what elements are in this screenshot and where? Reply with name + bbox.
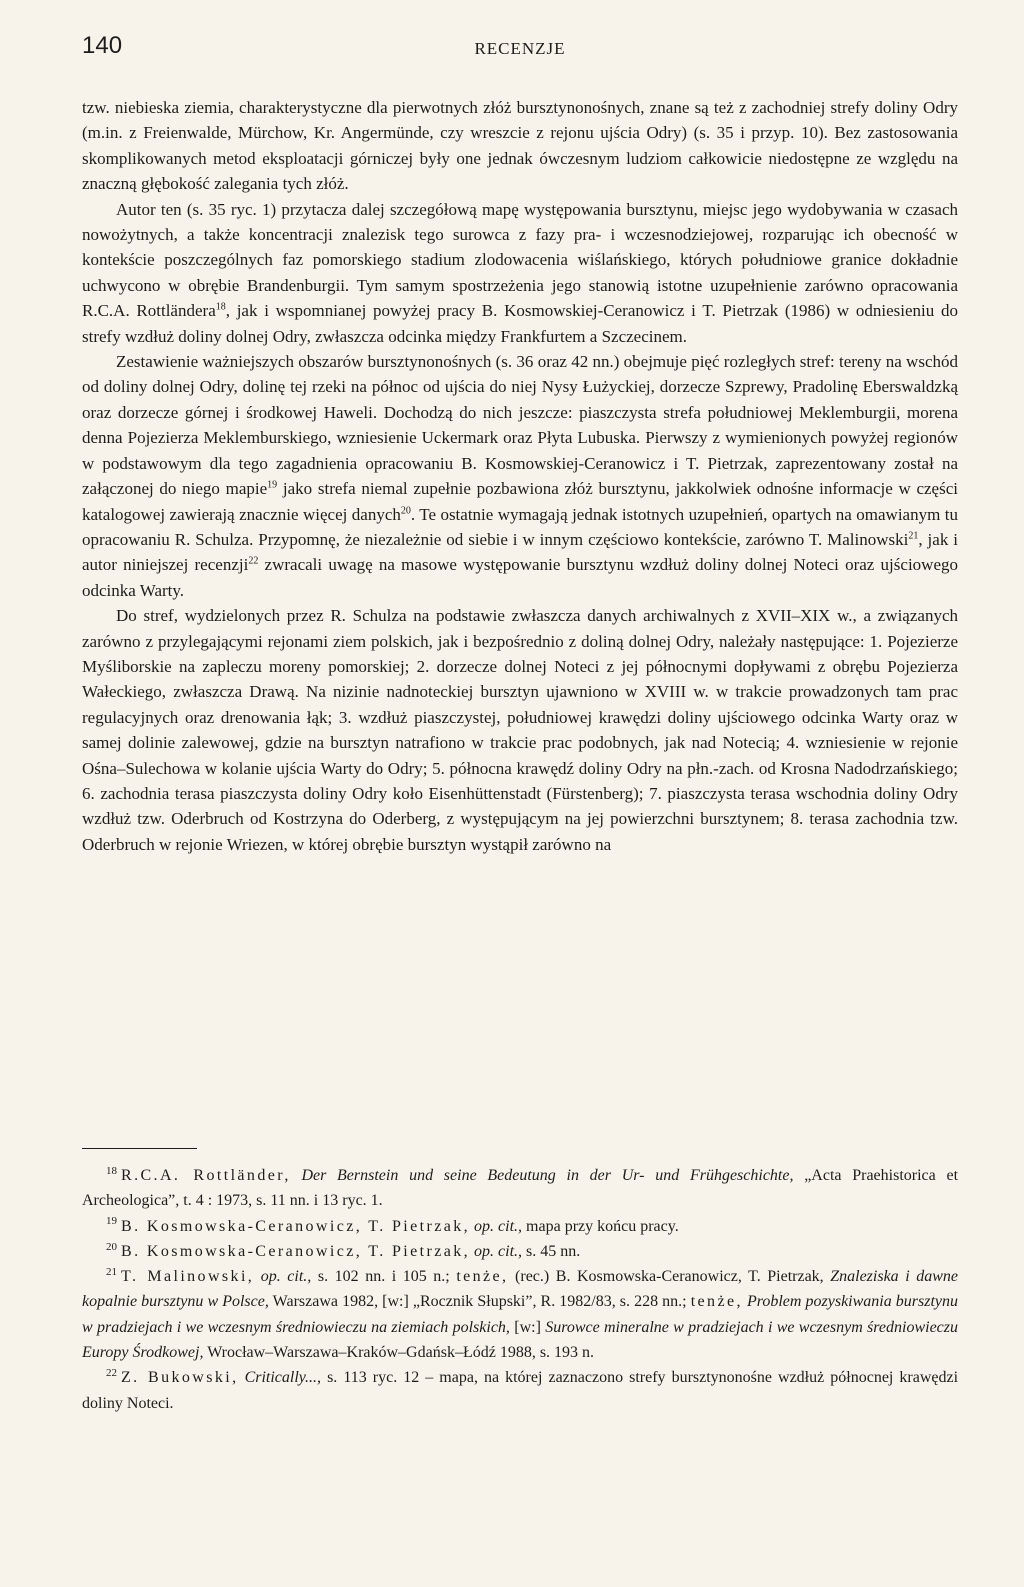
footnote-text: mapa przy końcu pracy. [526,1217,679,1235]
main-text [82,95,958,857]
running-head: RECENZJE [474,39,566,58]
footnote-19 [82,1214,958,1239]
footnote-ref-19: 19 [267,479,278,491]
footnote-text: „Acta Praehistorica et Archeologica”, t. 4 : 1973, s. 11 nn. i 13 ryc. 1. [82,1167,959,1210]
paragraph-3-text-d: , jak i autor niniejszej recenzji [82,529,958,575]
paragraph-3-text-b: jako strefa niemal zupełnie pozbawiona złóż bursztynu, jakkolwiek odnośne informacje w części katalogowej zawierają znacznie więcej danych [82,479,958,524]
paragraph-3-text-e: zwracali uwagę na masowe występowanie bursztynu wzdłuż doliny dolnej Noteci oraz ujściowego odcinka Warty. [82,555,958,600]
footnote-author: B. Kosmowska-Ceranowicz, T. Pietrzak, [121,1242,471,1260]
footnote-text: [w:] [514,1318,541,1336]
footnote-ref-22: 22 [248,555,259,567]
footnote-20 [82,1239,958,1264]
paragraph-3-text-c: . Te ostatnie wymagają jednak istotnych uzupełnień, opartych na omawianym tu opracowaniu R. Schulza. Przypomnę, że niezależnie od siebie i w innym częściowo kontekście, zarówno T. Malinowski [82,504,958,549]
footnotes [82,1163,958,1416]
footnote-opcit: op. cit., [474,1217,523,1235]
footnote-opcit: op. cit., [474,1242,523,1260]
footnote-text: Warszawa 1982, [w:] „Rocznik Słupski”, R. 1982/83, s. 228 nn.; [272,1293,687,1311]
footnote-text: (rec.) B. Kosmowska-Ceranowicz, T. Pietrzak, [515,1268,824,1286]
footnote-separator [82,1148,197,1149]
footnote-text: s. 102 nn. i 105 n.; [317,1268,450,1286]
paragraph-3-text-a: Zestawienie ważniejszych obszarów bursztynonośnych (s. 36 oraz 42 nn.) obejmuje pięć rozległych stref: tereny na wschód od doliny dolnej Odry, dolinę tej rzeki na północ od ujścia do niej Nysy Łużyckiej, dorzecze Szprewy, Pradolinę Eberswaldzką oraz dorzecze górnej i środkowej Haweli. Dochodzą do nich jeszcze: piaszczysta strefa południowej Meklemburgii, morena denna Pojezierza Meklemburskiego, wzniesienie Uckermark oraz Płyta Lubuska. Pierwszy z wymienionych powyżej regionów w podstawowym dla tego zagadnienia opracowaniu B. Kosmowskiej-Ceranowicz i T. Pietrzak, zaprezentowany został na załączonej do niego mapie [82,352,958,499]
footnote-ref-20: 20 [400,504,411,516]
footnote-title: Critically..., [244,1369,322,1387]
footnote-mark: 19 [106,1215,117,1228]
footnote-ref-18: 18 [215,301,226,313]
paragraph-2 [82,197,958,349]
paragraph-3 [82,349,958,603]
footnote-author: T. Malinowski, [121,1268,255,1286]
footnote-author: Z. Bukowski, [121,1369,239,1387]
footnote-title: Der Bernstein und seine Bedeutung in der Ur- und Frühgeschichte, [301,1167,794,1184]
footnote-mark: 18 [106,1164,117,1177]
footnote-text: s. 45 nn. [526,1242,581,1260]
footnote-title: Problem pozyskiwania bursztynu w pradziejach i we wczesnym średniowieczu na ziemiach polskich, [82,1293,959,1336]
footnote-opcit: op. cit., [260,1268,312,1286]
footnote-author: R.C.A. Rottländer, [121,1167,291,1184]
paragraph-2-text-a: Autor ten (s. 35 ryc. 1) przytacza dalej szczegółową mapę występowania bursztynu, miejsc jego wydobywania w czasach nowożytnych, a także koncentracji znalezisk tego surowca z fazy pra- i wczesnodziejowej, rozparując ich obecność w kontekście poszczególnych faz pomorskiego stadium zlodowacenia wiślańskiego, których południowe granice dokładnie uchwycono w obrębie Brandenburgii. Tym samym spostrzeżenia jego stanowią istotne uzupełnienie zarówno opracowania R.C.A. Rottländera [82,199,958,321]
paragraph-2-text-b: , jak i wspomnianej powyżej pracy B. Kosmowskiej-Ceranowicz i T. Pietrzak (1986) w odniesieniu do strefy wzdłuż doliny dolnej Odry, zwłaszcza odcinka między Frankfurtem a Szczecinem. [82,301,958,346]
footnote-text: s. 113 ryc. 12 – mapa, na której zaznaczono strefy bursztynonośne wzdłuż północnej krawędzi doliny Noteci. [82,1369,959,1412]
page-header [82,32,958,64]
footnote-mark: 21 [106,1265,117,1278]
footnote-tenze: tenże, [690,1293,743,1311]
footnote-21 [82,1264,958,1365]
footnote-18 [82,1163,958,1214]
footnote-tenze: tenże, [456,1268,509,1286]
footnote-title: Surowce mineralne w pradziejach i we wczesnym średniowieczu Europy Środkowej, [82,1318,959,1362]
footnote-ref-21: 21 [908,530,919,542]
paragraph-1: tzw. niebieska ziemia, charakterystyczne dla pierwotnych złóż bursztynonośnych, znane są też z zachodniej strefy doliny Odry (m.in. z Freienwalde, Mürchow, Kr. Angermünde, czy wreszcie z rejonu ujścia Odry) (s. 35 i przyp. 10). Bez zastosowania skomplikowanych metod eksploatacji górniczej były one jednak ówczesnym ludziom całkowicie niedostępne ze względu na znaczną głębokość zalegania tych złóż. [82,98,958,194]
paragraph-4: Do stref, wydzielonych przez R. Schulza na podstawie zwłaszcza danych archiwalnych z XVII–XIX w., a związanych zarówno z przylegającymi rejonami ziem polskich, jak i bezpośrednio z doliną dolnej Odry, należały następujące: 1. Pojezierze Myśliborskie na zapleczu moreny pomorskiej; 2. dorzecze dolnej Noteci z jej północnymi dopływami z obrębu Pojezierza Wałeckiego, zwłaszcza Drawą. Na nizinie nadnoteckiej bursztyn ujawniono w XVIII w. w trakcie prowadzonych tam prac regulacyjnych oraz drenowania łąk; 3. wzdłuż piaszczystej, południowej krawędzi doliny ujściowego odcinka Warty oraz w samej dolinie zalewowej, gdzie na bursztyn natrafiono w trakcie prac podobnych, jak nad Notecią; 4. wzniesienie w rejonie Ośna–Sulechowa w kolanie ujścia Warty do Odry; 5. północna krawędź doliny Odry na płn.-zach. od Krosna Nadodrzańskiego; 6. zachodnia terasa piaszczysta doliny Odry koło Eisenhüttenstadt (Fürstenberg); 7. piaszczysta terasa wschodnia doliny Odry wzdłuż tzw. Oderbruch od Kostrzyna do Oderberg, z występującym na jej powierzchni bursztynem; 8. terasa zachodnia tzw. Oderbruch w rejonie Wriezen, w której obrębie bursztyn wystąpił zarówno na [82,606,958,854]
footnote-22 [82,1365,958,1416]
footnote-text: Wrocław–Warszawa–Kraków–Gdańsk–Łódź 1988, s. 193 n. [207,1344,595,1362]
footnote-title: Znaleziska i dawne kopalnie bursztynu w Polsce, [82,1268,959,1311]
footnote-mark: 20 [106,1240,117,1253]
footnote-author: B. Kosmowska-Ceranowicz, T. Pietrzak, [121,1217,471,1235]
page-number: 140 [82,32,123,59]
footnote-mark: 22 [106,1367,117,1380]
